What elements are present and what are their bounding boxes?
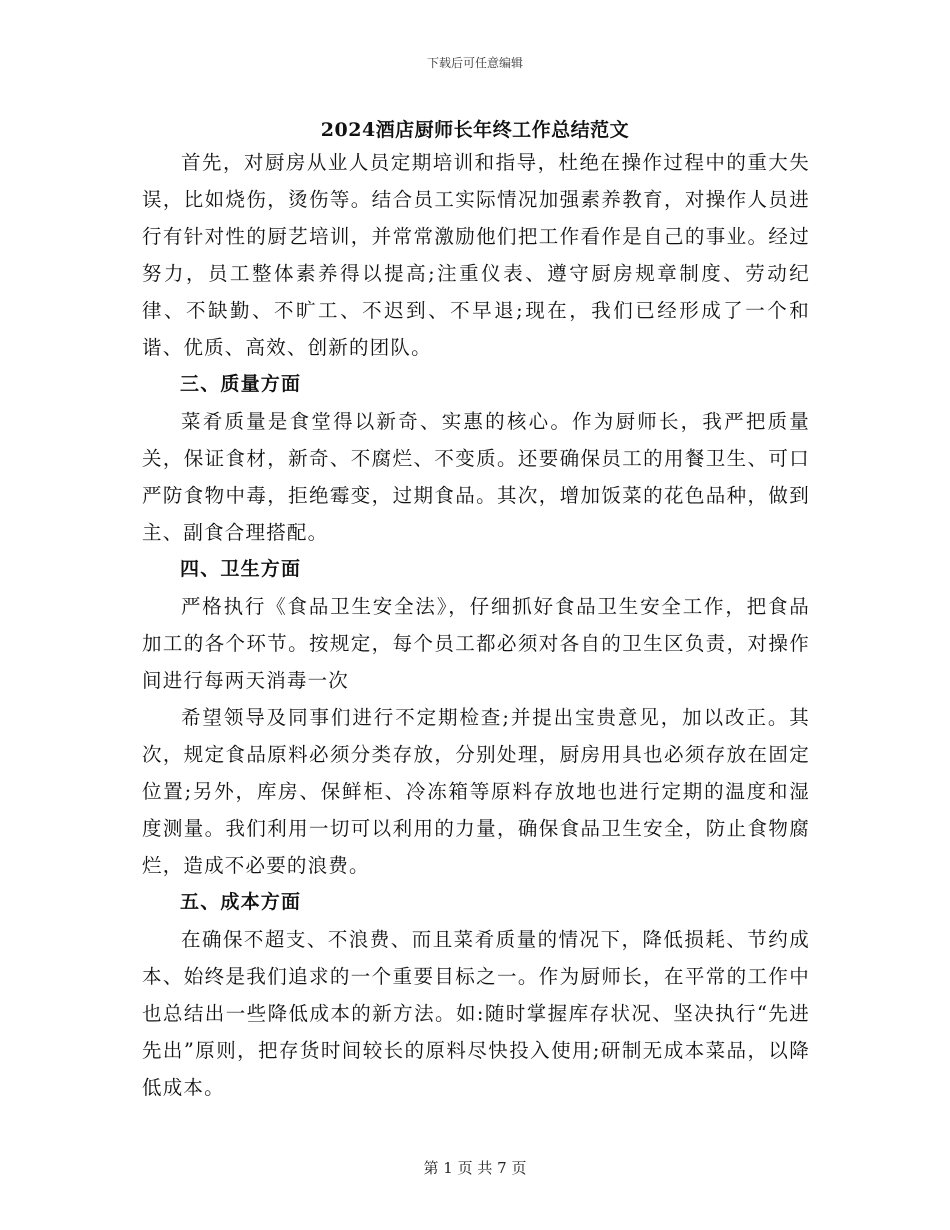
section-heading-quality: 三、质量方面: [180, 373, 302, 395]
paragraph-quality: 菜肴质量是食堂得以新奇、实惠的核心。作为厨师长，我严把质量关，保证食材，新奇、不腐烂、不变质。还要确保员工的用餐卫生、可口严防食物中毒，拒绝霉变，过期食品。其次，增加饭菜的花色品种，做到主、副食合理搭配。: [142, 410, 810, 544]
header-note: 下载后可任意编辑: [426, 56, 523, 70]
paragraph-hygiene-inspection: 希望领导及同事们进行不定期检查;并提出宝贵意见，加以改正。其次，规定食品原料必须分类存放，分别处理，厨房用具也必须存放在固定位置;另外，库房、保鲜柜、冷冻箱等原料存放地也进行定期的温度和湿度测量。我们利用一切可以利用的力量，确保食品卫生安全，防止食物腐烂，造成不必要的浪费。: [142, 706, 810, 877]
section-heading-hygiene: 四、卫生方面: [180, 558, 302, 580]
document-title: 2024酒店厨师长年终工作总结范文: [320, 119, 630, 141]
paragraph-cost: 在确保不超支、不浪费、而且菜肴质量的情况下，降低损耗、节约成本、始终是我们追求的一个重要目标之一。作为厨师长，在平常的工作中也总结出一些降低成本的新方法。如:随时掌握库存状况、坚决执行“先进先出”原则，把存货时间较长的原料尽快投入使用;研制无成本菜品，以降低成本。: [142, 928, 810, 1099]
paragraph-training: 首先，对厨房从业人员定期培训和指导，杜绝在操作过程中的重大失误，比如烧伤，烫伤等。结合员工实际情况加强素养教育，对操作人员进行有针对性的厨艺培训，并常常激励他们把工作看作是自己的事业。经过努力，员工整体素养得以提高;注重仪表、遵守厨房规章制度、劳动纪律、不缺勤、不旷工、不迟到、不早退;现在，我们已经形成了一个和谐、优质、高效、创新的团队。: [142, 151, 810, 359]
document-body: [142, 144, 810, 1106]
paragraph-hygiene-law: 严格执行《食品卫生安全法》，仔细抓好食品卫生安全工作，把食品加工的各个环节。按规定，每个员工都必须对各自的卫生区负责，对操作间进行每两天消毒一次: [142, 595, 810, 692]
section-heading-cost: 五、成本方面: [180, 891, 302, 913]
page-number: 第 1 页 共 7 页: [423, 1159, 527, 1177]
